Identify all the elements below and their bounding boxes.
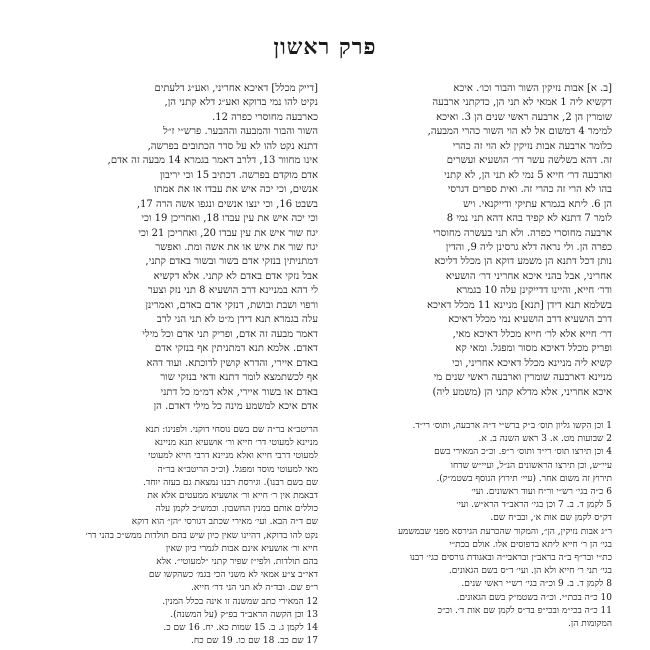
text-line: מניינא דארבעה שומרין וארבעה ראשי שנים מי	[433, 372, 612, 384]
text-line: דאדם. אלמא תנא דמתניתין אף בנזקי אדם	[154, 343, 318, 355]
text-line: אינו מחוור 13, דלרב דאמר בגמרא 14 מבעה זה אדם,	[107, 155, 318, 167]
text-line: למימר 4 דמשום אל לא הוי השור כהרי המבעה,	[427, 126, 612, 138]
text-line: [דייק מכלל] דאיכא אחריני, ואע״ג דלעתים	[154, 83, 318, 94]
footnotes-column-left	[40, 424, 318, 647]
footnote-line: הריטב״א בר״ה שם בשם נוסחי דוקני. ולפנינו: תנא	[145, 425, 318, 435]
footnote-line: עיי״ש, וכן תירצו הראשונים הנ״ל, ועיי״ש שדחו	[450, 460, 612, 471]
footnote-line: מאי למעוטי מוסר ומפגל. (וכ״כ הריטב״א בר״ה	[157, 464, 318, 475]
text-line: וארבעה דר׳ חייא 5 נמי לא תני הן, לא קתני	[444, 169, 612, 181]
footnote-line: ר״ג אבות נזיקין, הן״, והמקור שהכרעת הגירסא מפני שבמשמע	[397, 526, 612, 537]
footnote-line: 8 לקמן ד. ב. 9 וכ״ה בגי׳ רש״י ראשי שנים.	[461, 579, 612, 590]
text-line: ארבעה מחוסרי כפרה. ולא תני בעשרה מחוסרי	[433, 227, 612, 239]
text-line: נקיט להו נמי בדוקא ואע״ג דלא קתני הן,	[164, 97, 318, 109]
footnote-line: שם בשם רבנו). וגירסת רבנו נמצאת גם בעזה יוחד.	[143, 477, 318, 488]
text-line: כלומר ארבעה אבות נזיקין לא הוי זה כהרי	[452, 140, 612, 152]
page-title: פרק ראשון	[273, 34, 377, 60]
text-line: ודר׳ חייא, והיינו דדייקינן עלה 10 בגמרא	[456, 285, 612, 297]
text-line: קשיא ליה מניינא מכלל דאיכא אחריני, וכי	[452, 357, 612, 369]
footnote-line: דאי״ב צ״ע אמאי לא משני הכי בגמ׳ כשהקשו שם	[148, 570, 318, 581]
footnote-line: 12 המאירי כתב שמשנה זו אינה בכלל המנין.	[162, 596, 318, 607]
footnote-line: מניינא למעוטי דר׳ חייא ור׳ אושעיא תנא מניינא	[154, 438, 318, 449]
footnote-line: 1 וכן הקשו גליון תוס׳ ב״ק ברש״י ד״ה ארבעה, ותוס׳ רי״ד.	[412, 421, 612, 431]
commentary-column-right	[336, 82, 612, 400]
text-line: דמתניתין בנזקי אדם בשור ובשור באדם קתני,	[145, 256, 318, 268]
text-line: זה. דהא בשלשה עשר דר׳ הושעיא ועשרים	[446, 155, 612, 167]
text-line: אבל נזקי אדם באדם לא קתני. אלא דקשיא	[153, 270, 318, 282]
text-line: ורפוי ושבת ובושת, דנזקי אדם באדם, ואמרינן	[145, 299, 318, 311]
text-line: אף לכשתמצא לומר דתנא ודאי בנזקי שור	[160, 372, 318, 384]
text-line: לומר 7 דתנא לא קפיד בהא דהא תני נמי 8	[446, 213, 612, 225]
text-line: כפרה הן. ולי נראה דלא גרסינן ליה 9, והדין	[445, 241, 612, 253]
footnote-line: 10 כ״ה בכת״י. וכ״ה בשטמ״ק בשם הגאונים.	[456, 592, 612, 603]
footnote-line: ר״פ שם. ובד״ה לא תני הני דר׳ חייא.	[191, 583, 318, 594]
footnote-line: דבאמת אין ר׳ חייא ור׳ אושעיא ממעטים אלא את	[147, 491, 318, 502]
footnote-line: 17 שם כב. 18 שם כו. 19 שם כח.	[191, 636, 318, 647]
footnote-line: למעוטי דרבי חייא ואלא מניינא דרבי חייא למעוטי	[148, 451, 318, 462]
text-line: הן 6. ליתא בגמרא עתיקי ודייקנאי. ויש	[463, 198, 612, 210]
text-line: דרב הושעיא דרב הושעיא נמי מכלל דאיכא	[448, 314, 612, 326]
text-line: שומרין הן 2, ארבעה ראשי שנים הן 3. ואיכא	[436, 111, 612, 123]
footnote-line: כוללים אותם במנין החשבון. וכמש״כ לקמן עלה	[155, 504, 318, 515]
text-line: כארבעה מחוסרי כפרה 12.	[212, 111, 318, 123]
footnote-line: 5 לקמן ד. ב. 7 וכן בגי׳ הראב״ד הרא״ש. ועי׳	[456, 500, 612, 511]
commentary-text-right	[336, 82, 612, 400]
text-line: [ב. א] אבות נזיקין השור והבור וכו׳. איכא	[453, 83, 612, 94]
footnote-line: 13 וכן הקשה הראב״ד בפ״ק (על המשנה).	[170, 609, 318, 620]
footnote-line: חייא ור׳ אושעיא אינם אבות לגמרי כיון שאין	[165, 543, 318, 554]
footnote-line: דק״ס לקמן שם אות א׳, ובב״ח שם.	[490, 513, 612, 524]
text-line: איכא אחריני, אלא מדלא קתני הן (משמע ליה)	[432, 386, 612, 398]
text-line: אדם מוקדם בפרשה. דכתיב 15 וכי יריבון	[159, 169, 318, 181]
footnote-line: 4 וכן תירצו תוס׳ רי״ד ותוס׳ ר״פ. וכ״כ המאירי בשם	[434, 447, 612, 458]
text-line: אחריני, אבל בהני איכא אחריני דר׳ הושעיא	[445, 270, 612, 282]
footnote-line: בגי׳ תני ר׳ חייא ולא הן. ועי׳ ד״ס בשם הגאונים.	[448, 566, 612, 577]
footnote-line: בהם תולדות. ולפי״ז שפיר קתני ״למעוטי״. אלא	[156, 557, 318, 568]
text-line: עלה בגמרא תנא דידן מ״ט לא תני הני לרב	[156, 314, 318, 326]
text-line: בשבט 16, וכי ינצו אנשים ונגפו אשה הרה 17,	[136, 198, 318, 210]
footnote-line: נקט להו בדוקא, דהיינו שאין כיון שיש בהם תולדות ממש״כ בהני דר׳	[85, 530, 318, 541]
footnote-line: 2 שבועות מט. א. 3 ראש השנה ב. א.	[478, 434, 612, 445]
text-line: אדם איכא למשמע מינה כל מילי דאדם. הן	[153, 400, 318, 412]
footnote-line: 6 כ״ה בגי׳ רש״י ור״ח ועוד ראשונים. ועי׳	[471, 487, 612, 498]
footnotes-text-left	[40, 424, 318, 648]
text-line: בהו לא הרי זה כהרי זה. ואית ספרים דגרסי	[447, 184, 612, 196]
text-line: באדם איירי, והדרא קושין לדוכתא. ועוד דהא	[146, 357, 318, 369]
footnotes-column-right	[336, 420, 612, 636]
text-line: השור והבור והמבעה וההבער. פרש״י ז״ל	[163, 126, 318, 138]
text-line: יגח שור איש את עין עבדו 20, ואחריכן 21 וכי	[138, 227, 318, 239]
text-line: בשלמא תנא דידן [תנא] מניינא 11 מכלל דאיכא	[427, 299, 612, 311]
footnote-line: שם ד״ה הבא. ועי׳ מאירי שכתב דגורסי ״הן״ הוא דוקא	[131, 517, 318, 528]
footnotes-text-right	[336, 420, 612, 631]
text-line: ופריק מכלל דאיכא מסור ומפגל. ומאי קא	[455, 343, 612, 355]
text-line: לי דהא במניינא דרב הושעיא 8 תני נזק וצער	[147, 285, 318, 297]
text-line: דר׳ חייא אלא לר׳ חייא מכלל דאיכא מאי,	[452, 328, 612, 340]
text-line: יגח שור את איש או את אשה ומת. ואפשר	[155, 241, 318, 253]
footnote-line: כת״י ובר״ף ב״ה בראב״ן ובראבי״ה ובאגודת גורסים כגי׳ רבנו	[409, 553, 612, 564]
commentary-column-left	[40, 82, 318, 412]
text-line: נותן דכל דתנא הן משמע דוקא הן מכלל דליכא	[434, 256, 612, 268]
footnote-line: תירוץ זה משום אחר. (עיי׳ תירוץ הנוסף בשטמ״ק).	[436, 473, 612, 484]
text-line: דקשיא ליה 1 אמאי לא תני הן, כדקתני ארבעה	[432, 97, 612, 109]
text-line: באדם או בשור איירי, אלא דמ״מ כל דתני	[160, 386, 318, 398]
text-line: אנשים, וכי יכה איש את עבדו או את אמתו	[153, 184, 318, 196]
text-line: דתנא נקט להו לא על סדר הכתובים בפרשה,	[147, 140, 318, 152]
text-line: וכי יכה איש את עין עבדו 18, ואחריכן 19 וכי	[141, 213, 318, 225]
footnote-line: המקומות הן.	[568, 619, 612, 630]
footnote-line: 14 לקמן ג. ב. 15 שמות כא. יח. 16 שם כ.	[163, 623, 318, 634]
footnote-line: 11 כ״ה בכי״מ ובכי״פ בד״ס לקמן שם אות ד׳. וכ״כ	[437, 605, 612, 616]
footnote-line: בגי׳ הן ר׳ חייא ליתא בדפוסים אלו. אולם בכת״י	[449, 539, 612, 550]
commentary-text-left	[40, 82, 318, 414]
text-line: דאמר מבעה זה אדם, ופריק תני אדם וכל מילי	[142, 328, 318, 340]
